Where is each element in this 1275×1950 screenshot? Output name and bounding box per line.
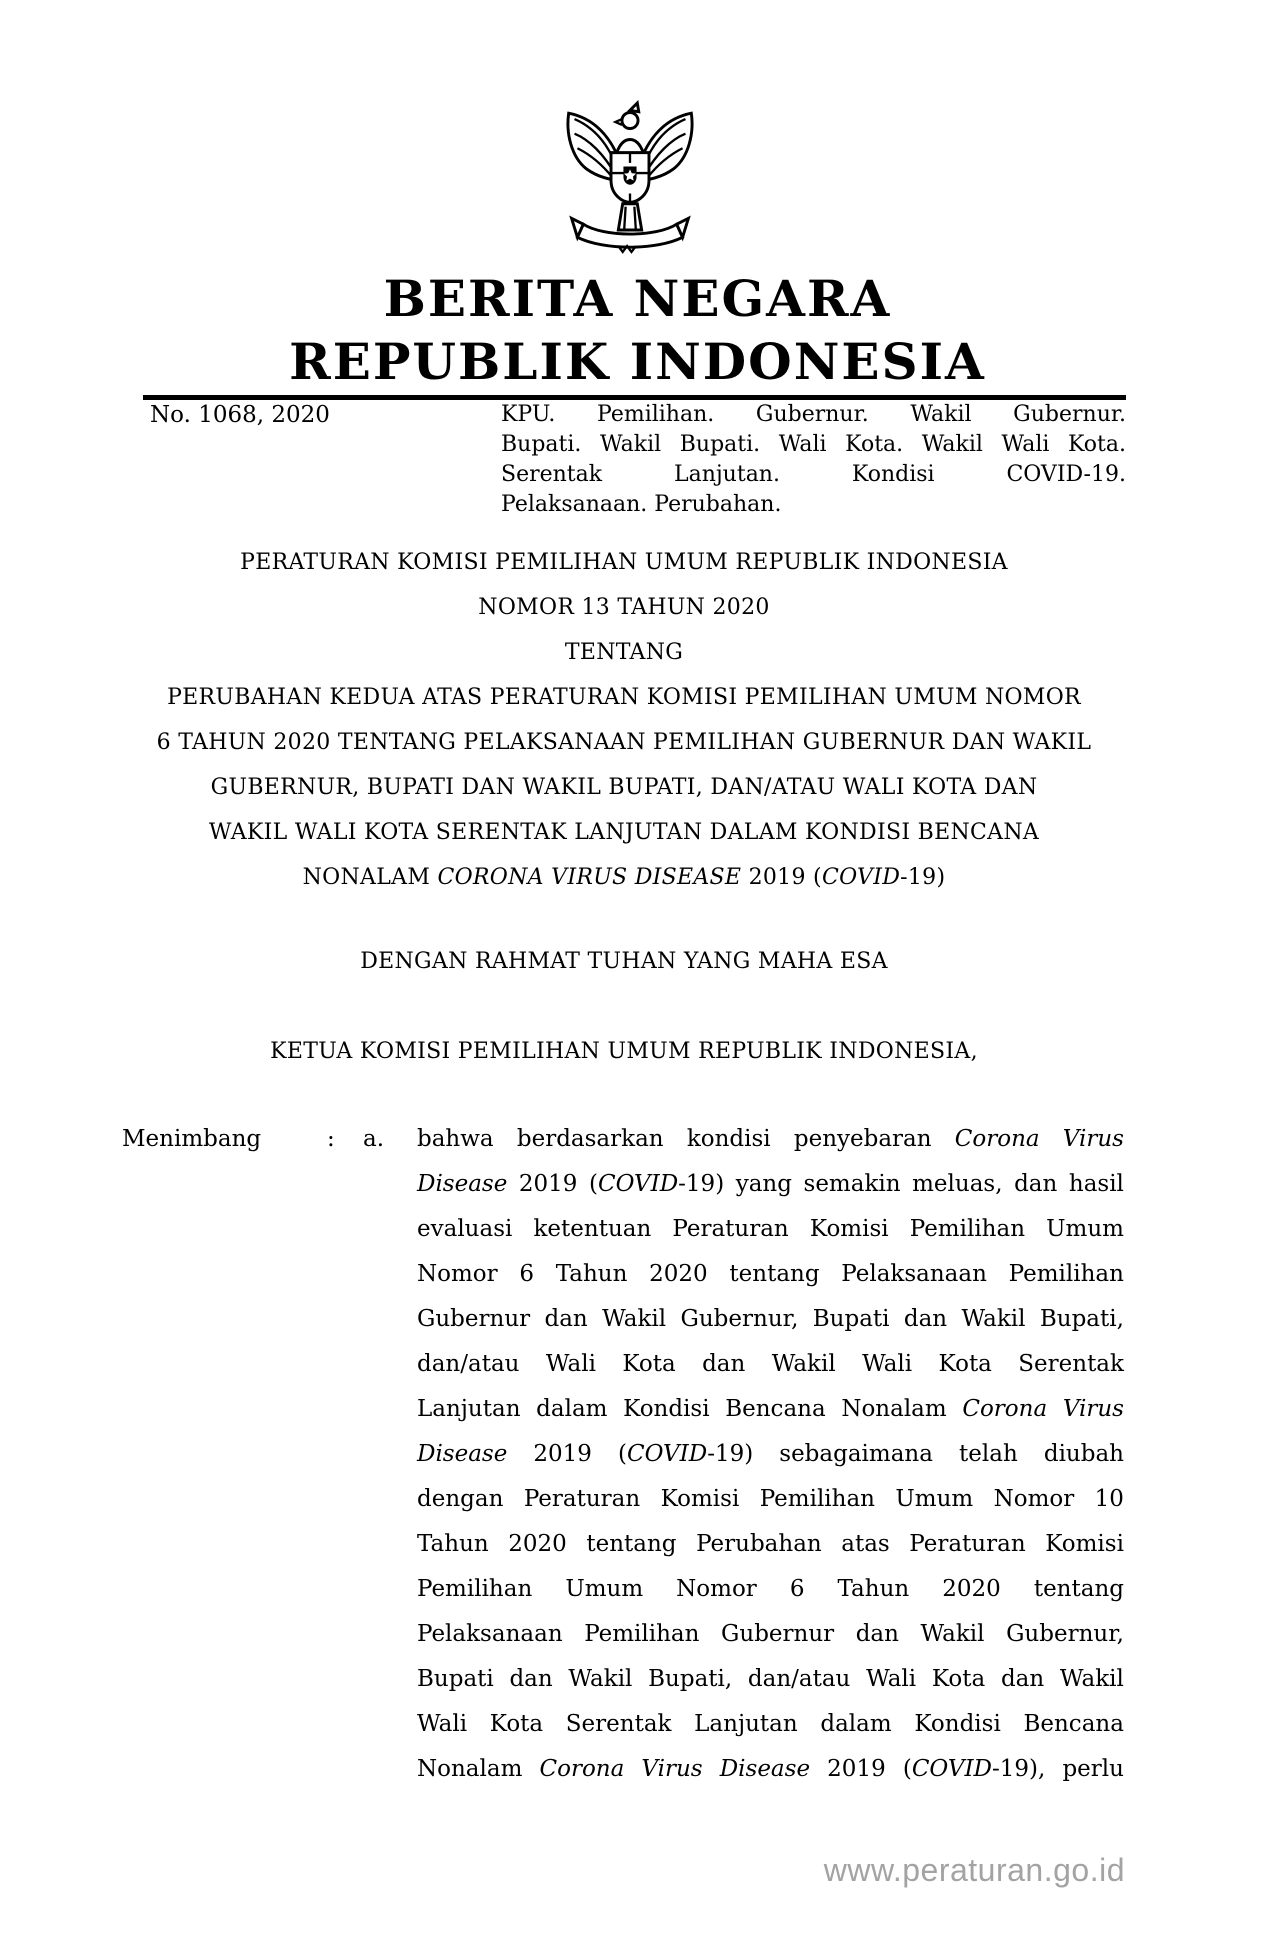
text-line: Nonalam Corona Virus Disease 2019 (COVID-19), perlu (417, 1756, 1124, 1782)
masthead-title (0, 267, 1275, 393)
considering-item-letter: a. (363, 1126, 385, 1152)
text-line: TENTANG (564, 640, 684, 665)
text-line: Bupati. Wakil Bupati. Wali Kota. Wakil Wali Kota. (501, 432, 1126, 457)
regulation-title (122, 540, 1126, 900)
text-line: Tahun 2020 tentang Perubahan atas Peraturan Komisi (417, 1531, 1124, 1557)
text-line: Pelaksanaan. Perubahan. (501, 492, 782, 517)
considering-colon: : (327, 1126, 335, 1152)
text-line: KPU. Pemilihan. Gubernur. Wakil Gubernur. (501, 402, 1126, 427)
text-line: WAKIL WALI KOTA SERENTAK LANJUTAN DALAM KONDISI BENCANA (208, 820, 1040, 845)
text-line: Pelaksanaan Pemilihan Gubernur dan Wakil Gubernur, (417, 1621, 1124, 1647)
considering-label: Menimbang (122, 1126, 262, 1152)
text-line: NOMOR 13 TAHUN 2020 (478, 595, 770, 620)
gazette-number: No. 1068, 2020 (150, 402, 330, 428)
text-line: Wali Kota Serentak Lanjutan dalam Kondisi Bencana (417, 1711, 1124, 1737)
footer-watermark: www.peraturan.go.id (823, 1852, 1125, 1888)
text-line: Bupati dan Wakil Bupati, dan/atau Wali Kota dan Wakil (417, 1666, 1124, 1692)
considering-paragraph (417, 1117, 1124, 1792)
authority-line: KETUA KOMISI PEMILIHAN UMUM REPUBLIK INDONESIA, (270, 1039, 978, 1064)
text-line: bahwa berdasarkan kondisi penyebaran Corona Virus (417, 1126, 1124, 1152)
text-line: Serentak Lanjutan. Kondisi COVID-19. (501, 462, 1126, 487)
text-line: Gubernur dan Wakil Gubernur, Bupati dan Wakil Bupati, (417, 1306, 1124, 1332)
text-line: Pemilihan Umum Nomor 6 Tahun 2020 tentang (417, 1576, 1124, 1602)
text-line: evaluasi ketentuan Peraturan Komisi Pemilihan Umum (417, 1216, 1124, 1242)
text-line: dengan Peraturan Komisi Pemilihan Umum Nomor 10 (417, 1486, 1124, 1512)
text-line: NONALAM CORONA VIRUS DISEASE 2019 (COVID-19) (302, 865, 946, 890)
text-line: Disease 2019 (COVID-19) sebagaimana telah diubah (417, 1441, 1124, 1467)
invocation-line: DENGAN RAHMAT TUHAN YANG MAHA ESA (360, 949, 888, 974)
text-line: GUBERNUR, BUPATI DAN WAKIL BUPATI, DAN/ATAU WALI KOTA DAN (210, 775, 1038, 800)
text-line: 6 TAHUN 2020 TENTANG PELAKSANAAN PEMILIHAN GUBERNUR DAN WAKIL (156, 730, 1092, 755)
garuda-pancasila-icon (557, 98, 703, 254)
text-line: PERUBAHAN KEDUA ATAS PERATURAN KOMISI PEMILIHAN UMUM NOMOR (167, 685, 1081, 710)
subject-abstract (501, 400, 1126, 520)
text-line: PERATURAN KOMISI PEMILIHAN UMUM REPUBLIK INDONESIA (240, 550, 1008, 575)
masthead-line-2: REPUBLIK INDONESIA (289, 332, 986, 391)
text-line: Nomor 6 Tahun 2020 tentang Pelaksanaan Pemilihan (417, 1261, 1124, 1287)
masthead-line-1: BERITA NEGARA (383, 269, 892, 328)
text-line: Lanjutan dalam Kondisi Bencana Nonalam Corona Virus (417, 1396, 1124, 1422)
text-line: Disease 2019 (COVID-19) yang semakin meluas, dan hasil (417, 1171, 1124, 1197)
text-line: dan/atau Wali Kota dan Wakil Wali Kota Serentak (417, 1351, 1124, 1377)
